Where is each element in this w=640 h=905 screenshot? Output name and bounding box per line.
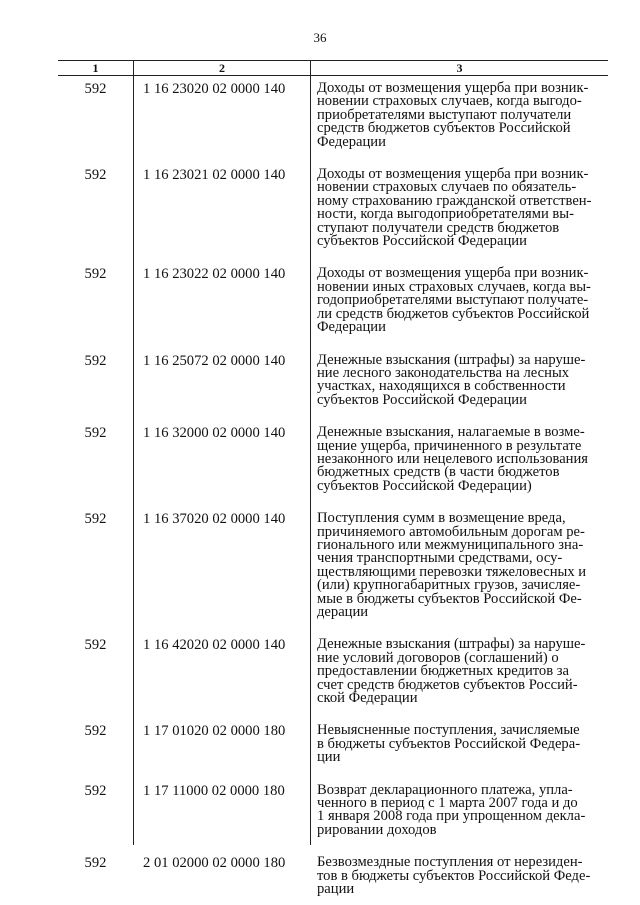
revenue-code-cell: 1 16 42020 02 0000 140 [143, 637, 286, 654]
description-cell [311, 856, 608, 896]
admin-code-cell: 592 [84, 81, 107, 97]
admin-code-cell: 592 [84, 352, 107, 369]
description-cell [311, 426, 608, 493]
description-cell [311, 168, 608, 248]
table-row [58, 168, 608, 248]
description-line: 1 января 2008 года при упрощенном декла- [317, 808, 586, 825]
description-line: счет средств бюджетов субъектов Россий- [317, 676, 578, 693]
description-cell [311, 638, 608, 705]
description-line: (или) крупногабаритных грузов, зачисляе- [317, 577, 581, 594]
admin-code-cell: 592 [84, 167, 107, 184]
description-line: ли средств бюджетов субъектов Российской [317, 305, 590, 322]
description-line: Доходы от возмещения ущерба при возник- [317, 80, 589, 96]
description-line: рации [317, 881, 355, 898]
description-line: чения транспортными средствами, осу- [317, 550, 563, 567]
table-row [58, 512, 608, 619]
description-line: ние условий договоров (соглашений) о [317, 649, 559, 666]
revenue-code-cell: 1 16 23022 02 0000 140 [143, 266, 286, 283]
description-line: Доходы от возмещения ущерба при возник- [317, 265, 589, 282]
description-line: ние лесного законодательства на лесных [317, 364, 570, 381]
column-header-1: 1 [92, 61, 99, 75]
description-line: Федерации [317, 133, 386, 150]
description-line: ному страхованию гражданской ответствен- [317, 192, 592, 209]
table-row [58, 82, 608, 149]
revenue-code-cell: 1 16 25072 02 0000 140 [143, 352, 286, 369]
table-row [58, 856, 608, 896]
description-line: Федерации [317, 319, 386, 336]
description-line: предоставлении бюджетных кредитов за [317, 663, 570, 680]
description-cell [311, 724, 608, 764]
column-header-3: 3 [456, 61, 463, 75]
description-line: дерации [317, 604, 369, 620]
description-cell [311, 82, 608, 149]
description-line: субъектов Российской Федерации [317, 233, 527, 250]
description-line: незаконного или нецелевого использования [317, 450, 589, 467]
description-line: Безвозмездные поступления от нерезиден- [317, 854, 583, 871]
description-line: Поступления сумм в возмещение вреда, [317, 510, 566, 527]
revenue-code-cell: 1 16 32000 02 0000 140 [143, 425, 286, 442]
table-row [58, 426, 608, 493]
description-line: новении страховых случаев по обязатель- [317, 179, 577, 196]
description-line: ской Федерации [317, 690, 418, 707]
description-line: годоприобретателями выступают получате- [317, 292, 589, 309]
description-cell [311, 512, 608, 619]
description-line: Доходы от возмещения ущерба при возник- [317, 166, 589, 183]
revenue-codes-table [58, 60, 608, 897]
table-row [58, 724, 608, 764]
description-line: тов в бюджеты субъектов Российской Феде- [317, 867, 591, 884]
table-row [58, 781, 608, 838]
description-line: рировании доходов [317, 821, 437, 838]
revenue-code-cell: 1 16 23021 02 0000 140 [143, 167, 286, 184]
description-line: Невыясненные поступления, зачисляемые [317, 722, 580, 739]
revenue-code-cell: 1 16 37020 02 0000 140 [143, 511, 286, 528]
description-line: ществляющими перевозки тяжеловесных и [317, 563, 587, 580]
admin-code-cell: 592 [84, 723, 107, 740]
admin-code-cell: 592 [84, 782, 107, 799]
description-line: Возврат декларационного платежа, упла- [317, 781, 573, 798]
description-line: субъектов Российской Федерации [317, 391, 527, 408]
description-line: Денежные взыскания (штрафы) за наруше- [317, 636, 586, 653]
description-line: субъектов Российской Федерации) [317, 477, 532, 494]
description-line: причиняемого автомобильным дорогам ре- [317, 523, 585, 540]
description-line: щение ущерба, причиненного в результате [317, 437, 582, 454]
description-line: Денежные взыскания (штрафы) за наруше- [317, 351, 586, 368]
table-header-row [58, 60, 608, 76]
description-line: средств бюджетов субъектов Российской [317, 120, 571, 137]
description-line: приобретателями выступают получатели [317, 106, 572, 123]
page-number: 36 [313, 30, 327, 45]
description-line: новении иных страховых случаев, когда вы- [317, 278, 591, 295]
revenue-code-cell: 1 17 11000 02 0000 180 [143, 782, 285, 799]
admin-code-cell: 592 [84, 266, 107, 283]
revenue-code-cell: 1 16 23020 02 0000 140 [143, 81, 286, 97]
revenue-code-cell: 1 17 01020 02 0000 180 [143, 723, 286, 740]
description-line: ности, когда выгодоприобретателями вы- [317, 206, 574, 223]
table-row [58, 351, 608, 408]
table-row [58, 638, 608, 705]
revenue-code-cell: 2 01 02000 02 0000 180 [143, 855, 286, 872]
description-line: бюджетных средств (в части бюджетов [317, 464, 560, 481]
description-line: Денежные взыскания, налагаемые в возме- [317, 424, 585, 441]
description-line: ступают получатели средств бюджетов [317, 219, 560, 236]
description-line: в бюджеты субъектов Российской Федера- [317, 735, 581, 752]
table-body [58, 76, 608, 897]
admin-code-cell: 592 [84, 855, 107, 872]
description-line: мые в бюджеты субъектов Российской Фе- [317, 590, 582, 607]
admin-code-cell: 592 [84, 511, 107, 528]
table-row [58, 267, 608, 334]
description-line: участках, находящихся в собственности [317, 378, 566, 395]
description-line: новении страховых случаев, когда выгодо- [317, 93, 582, 110]
description-line: ченного в период с 1 марта 2007 года и до [317, 795, 578, 812]
description-line: ции [317, 749, 341, 766]
column-header-2: 2 [219, 61, 225, 75]
description-cell [311, 267, 608, 334]
description-cell [311, 351, 608, 408]
admin-code-cell: 592 [84, 425, 107, 442]
description-cell [311, 781, 608, 838]
admin-code-cell: 592 [84, 637, 107, 654]
description-line: гионального или межмуниципального зна- [317, 536, 584, 553]
